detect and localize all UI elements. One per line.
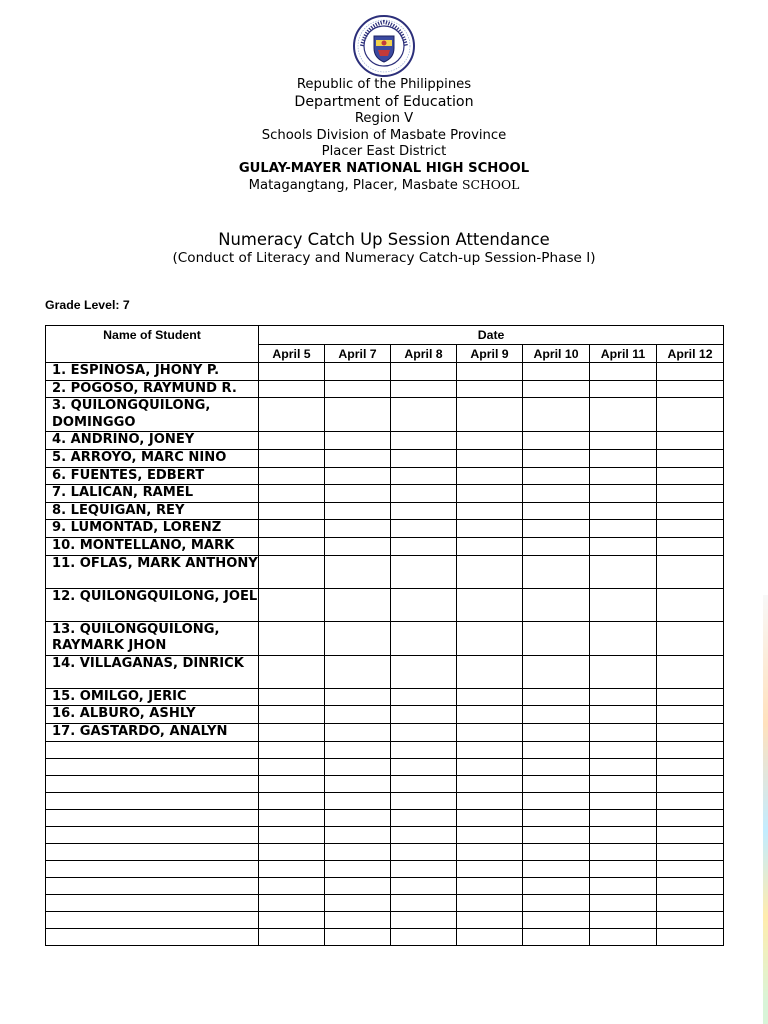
attendance-cell[interactable] (657, 398, 724, 432)
blank-table-row (46, 826, 724, 843)
table-body (46, 363, 724, 946)
attendance-cell[interactable] (391, 655, 457, 688)
attendance-cell[interactable] (457, 809, 523, 826)
attendance-cell[interactable] (657, 741, 724, 758)
attendance-cell[interactable] (590, 860, 657, 877)
address-line (0, 177, 768, 195)
attendance-cell[interactable] (259, 775, 325, 792)
attendance-cell[interactable] (590, 555, 657, 588)
attendance-cell[interactable] (391, 723, 457, 741)
attendance-cell[interactable] (259, 655, 325, 688)
attendance-cell[interactable] (457, 928, 523, 945)
attendance-cell[interactable] (391, 537, 457, 555)
attendance-cell[interactable] (590, 588, 657, 621)
student-name-cell: 14. VILLAGANAS, DINRICK (46, 655, 259, 688)
attendance-cell[interactable] (325, 398, 391, 432)
table-row (46, 449, 724, 467)
attendance-cell[interactable] (457, 449, 523, 467)
table-row (46, 655, 724, 688)
attendance-cell[interactable] (457, 398, 523, 432)
attendance-cell[interactable] (457, 723, 523, 741)
attendance-cell[interactable] (325, 555, 391, 588)
date-header-cell: April 12 (657, 345, 724, 363)
attendance-cell[interactable] (457, 502, 523, 520)
attendance-cell[interactable] (590, 655, 657, 688)
blank-name-cell[interactable] (46, 741, 259, 758)
attendance-cell[interactable] (523, 928, 590, 945)
attendance-cell[interactable] (457, 826, 523, 843)
attendance-cell[interactable] (523, 894, 590, 911)
attendance-cell[interactable] (657, 775, 724, 792)
attendance-cell[interactable] (391, 588, 457, 621)
attendance-cell[interactable] (657, 877, 724, 894)
attendance-cell[interactable] (523, 467, 590, 485)
attendance-cell[interactable] (325, 502, 391, 520)
student-name-cell: 13. QUILONGQUILONG, RAYMARK JHON (46, 621, 259, 655)
attendance-cell[interactable] (457, 758, 523, 775)
date-header-cell: April 10 (523, 345, 590, 363)
attendance-cell[interactable] (325, 380, 391, 398)
attendance-cell[interactable] (259, 723, 325, 741)
date-header-cell: April 7 (325, 345, 391, 363)
republic-line: Republic of the Philippines (296, 77, 472, 92)
attendance-cell[interactable] (325, 363, 391, 381)
blank-name-cell[interactable] (46, 792, 259, 809)
attendance-cell[interactable] (457, 655, 523, 688)
attendance-cell[interactable] (657, 520, 724, 538)
attendance-cell[interactable] (391, 843, 457, 860)
attendance-cell[interactable] (523, 588, 590, 621)
attendance-cell[interactable] (457, 706, 523, 724)
attendance-cell[interactable] (523, 860, 590, 877)
attendance-cell[interactable] (457, 877, 523, 894)
attendance-cell[interactable] (457, 537, 523, 555)
attendance-cell[interactable] (325, 485, 391, 503)
attendance-cell[interactable] (457, 911, 523, 928)
attendance-cell[interactable] (391, 380, 457, 398)
region-line: Region V (354, 111, 414, 127)
table-row (46, 723, 724, 741)
blank-table-row (46, 741, 724, 758)
attendance-cell[interactable] (391, 467, 457, 485)
attendance-cell[interactable] (457, 432, 523, 450)
blank-table-row (46, 877, 724, 894)
attendance-cell[interactable] (259, 537, 325, 555)
attendance-cell[interactable] (457, 380, 523, 398)
attendance-cell[interactable] (325, 775, 391, 792)
attendance-cell[interactable] (657, 432, 724, 450)
attendance-cell[interactable] (259, 467, 325, 485)
attendance-cell[interactable] (325, 843, 391, 860)
table-header-row (46, 326, 724, 345)
attendance-cell[interactable] (259, 843, 325, 860)
attendance-cell[interactable] (259, 432, 325, 450)
attendance-cell[interactable] (457, 792, 523, 809)
attendance-cell[interactable] (325, 894, 391, 911)
attendance-cell[interactable] (457, 485, 523, 503)
table-row (46, 537, 724, 555)
attendance-cell[interactable] (457, 775, 523, 792)
student-name-cell: 4. ANDRINO, JONEY (46, 432, 259, 450)
student-name-cell: 15. OMILGO, JERIC (46, 688, 259, 706)
attendance-cell[interactable] (259, 792, 325, 809)
attendance-cell[interactable] (523, 775, 590, 792)
student-name-cell: 1. ESPINOSA, JHONY P. (46, 363, 259, 381)
attendance-cell[interactable] (259, 928, 325, 945)
attendance-cell[interactable] (325, 588, 391, 621)
attendance-cell[interactable] (325, 467, 391, 485)
attendance-cell[interactable] (657, 621, 724, 655)
attendance-cell[interactable] (259, 688, 325, 706)
table-row (46, 380, 724, 398)
blank-table-row (46, 775, 724, 792)
blank-table-row (46, 894, 724, 911)
attendance-cell[interactable] (657, 688, 724, 706)
table-row (46, 688, 724, 706)
blank-name-cell[interactable] (46, 894, 259, 911)
attendance-cell[interactable] (259, 449, 325, 467)
attendance-cell[interactable] (523, 655, 590, 688)
district-line: Placer East District (321, 144, 447, 160)
attendance-cell[interactable] (391, 706, 457, 724)
attendance-cell[interactable] (523, 741, 590, 758)
attendance-cell[interactable] (523, 520, 590, 538)
school-name: GULAY-MAYER NATIONAL HIGH SCHOOL (238, 160, 530, 176)
attendance-cell[interactable] (657, 911, 724, 928)
attendance-cell[interactable] (259, 398, 325, 432)
attendance-cell[interactable] (325, 877, 391, 894)
table-row (46, 520, 724, 538)
attendance-cell[interactable] (391, 911, 457, 928)
attendance-cell[interactable] (391, 502, 457, 520)
blank-table-row (46, 928, 724, 945)
attendance-cell[interactable] (657, 537, 724, 555)
attendance-cell[interactable] (590, 363, 657, 381)
attendance-cell[interactable] (259, 758, 325, 775)
attendance-cell[interactable] (657, 826, 724, 843)
attendance-cell[interactable] (590, 826, 657, 843)
blank-name-cell[interactable] (46, 860, 259, 877)
attendance-cell[interactable] (523, 398, 590, 432)
attendance-cell[interactable] (259, 520, 325, 538)
date-column-header: Date (259, 326, 724, 345)
table-row (46, 485, 724, 503)
page-edge-decoration (763, 595, 768, 1024)
address-suffix: SCHOOL (462, 177, 520, 193)
attendance-cell[interactable] (259, 363, 325, 381)
blank-name-cell[interactable] (46, 758, 259, 775)
attendance-cell[interactable] (657, 655, 724, 688)
attendance-cell[interactable] (325, 537, 391, 555)
date-header-cell: April 5 (259, 345, 325, 363)
attendance-cell[interactable] (523, 758, 590, 775)
deped-seal-icon (352, 14, 416, 78)
attendance-cell[interactable] (259, 809, 325, 826)
table-row (46, 555, 724, 588)
attendance-cell[interactable] (391, 758, 457, 775)
student-name-cell: 17. GASTARDO, ANALYN (46, 723, 259, 741)
student-name-cell: 12. QUILONGQUILONG, JOEL (46, 588, 259, 621)
attendance-cell[interactable] (590, 723, 657, 741)
attendance-cell[interactable] (457, 741, 523, 758)
attendance-cell[interactable] (523, 877, 590, 894)
attendance-cell[interactable] (523, 449, 590, 467)
attendance-cell[interactable] (590, 877, 657, 894)
name-column-header: Name of Student (46, 326, 259, 363)
attendance-cell[interactable] (391, 928, 457, 945)
attendance-cell[interactable] (657, 706, 724, 724)
attendance-cell[interactable] (523, 502, 590, 520)
attendance-cell[interactable] (259, 621, 325, 655)
attendance-cell[interactable] (657, 792, 724, 809)
attendance-cell[interactable] (391, 741, 457, 758)
attendance-cell[interactable] (457, 860, 523, 877)
attendance-cell[interactable] (590, 520, 657, 538)
attendance-cell[interactable] (259, 380, 325, 398)
attendance-cell[interactable] (590, 467, 657, 485)
attendance-cell[interactable] (590, 741, 657, 758)
date-header-cell: April 11 (590, 345, 657, 363)
attendance-cell[interactable] (590, 380, 657, 398)
attendance-cell[interactable] (590, 758, 657, 775)
attendance-cell[interactable] (657, 380, 724, 398)
student-name-cell: 7. LALICAN, RAMEL (46, 485, 259, 503)
attendance-cell[interactable] (590, 502, 657, 520)
attendance-cell[interactable] (391, 363, 457, 381)
table-row (46, 502, 724, 520)
address-text: Matagangtang, Placer, Masbate (248, 178, 458, 194)
student-name-cell: 2. POGOSO, RAYMUND R. (46, 380, 259, 398)
attendance-cell[interactable] (325, 723, 391, 741)
attendance-cell[interactable] (657, 449, 724, 467)
attendance-cell[interactable] (590, 485, 657, 503)
attendance-cell[interactable] (325, 928, 391, 945)
attendance-cell[interactable] (391, 449, 457, 467)
attendance-cell[interactable] (657, 588, 724, 621)
attendance-cell[interactable] (391, 432, 457, 450)
attendance-cell[interactable] (259, 502, 325, 520)
attendance-cell[interactable] (523, 537, 590, 555)
attendance-cell[interactable] (259, 894, 325, 911)
letterhead (0, 77, 768, 195)
attendance-cell[interactable] (325, 860, 391, 877)
attendance-cell[interactable] (391, 792, 457, 809)
attendance-cell[interactable] (457, 520, 523, 538)
document-title: Numeracy Catch Up Session Attendance (218, 230, 550, 249)
table-row (46, 706, 724, 724)
attendance-cell[interactable] (259, 485, 325, 503)
student-name-cell: 10. MONTELLANO, MARK (46, 537, 259, 555)
attendance-cell[interactable] (391, 398, 457, 432)
attendance-cell[interactable] (457, 621, 523, 655)
blank-table-row (46, 860, 724, 877)
table-row (46, 432, 724, 450)
attendance-cell[interactable] (457, 843, 523, 860)
attendance-cell[interactable] (523, 706, 590, 724)
attendance-cell[interactable] (657, 809, 724, 826)
attendance-cell[interactable] (523, 380, 590, 398)
attendance-cell[interactable] (523, 432, 590, 450)
attendance-cell[interactable] (590, 843, 657, 860)
attendance-cell[interactable] (325, 655, 391, 688)
attendance-cell[interactable] (391, 826, 457, 843)
table-row (46, 467, 724, 485)
blank-table-row (46, 843, 724, 860)
attendance-cell[interactable] (523, 826, 590, 843)
blank-table-row (46, 792, 724, 809)
attendance-cell[interactable] (391, 775, 457, 792)
attendance-cell[interactable] (590, 537, 657, 555)
blank-name-cell[interactable] (46, 775, 259, 792)
student-name-cell: 8. LEQUIGAN, REY (46, 502, 259, 520)
attendance-cell[interactable] (523, 843, 590, 860)
attendance-cell[interactable] (523, 688, 590, 706)
attendance-cell[interactable] (259, 911, 325, 928)
attendance-cell[interactable] (590, 398, 657, 432)
attendance-cell[interactable] (523, 621, 590, 655)
attendance-cell[interactable] (391, 688, 457, 706)
blank-name-cell[interactable] (46, 826, 259, 843)
attendance-cell[interactable] (590, 894, 657, 911)
attendance-cell[interactable] (391, 520, 457, 538)
attendance-cell[interactable] (457, 467, 523, 485)
attendance-cell[interactable] (325, 809, 391, 826)
attendance-cell[interactable] (523, 555, 590, 588)
attendance-cell[interactable] (325, 688, 391, 706)
date-header-cell: April 8 (391, 345, 457, 363)
attendance-cell[interactable] (325, 741, 391, 758)
attendance-cell[interactable] (457, 588, 523, 621)
blank-table-row (46, 758, 724, 775)
attendance-cell[interactable] (391, 877, 457, 894)
attendance-cell[interactable] (657, 723, 724, 741)
attendance-cell[interactable] (657, 555, 724, 588)
attendance-cell[interactable] (259, 555, 325, 588)
attendance-cell[interactable] (590, 706, 657, 724)
attendance-cell[interactable] (457, 555, 523, 588)
attendance-cell[interactable] (657, 363, 724, 381)
attendance-cell[interactable] (657, 894, 724, 911)
attendance-cell[interactable] (657, 928, 724, 945)
attendance-cell[interactable] (259, 588, 325, 621)
attendance-cell[interactable] (391, 485, 457, 503)
attendance-cell[interactable] (523, 485, 590, 503)
table-row (46, 363, 724, 381)
department-line: Department of Education (294, 93, 474, 110)
attendance-cell[interactable] (391, 809, 457, 826)
blank-table-row (46, 911, 724, 928)
attendance-cell[interactable] (325, 758, 391, 775)
attendance-cell[interactable] (325, 520, 391, 538)
attendance-cell[interactable] (523, 809, 590, 826)
attendance-cell[interactable] (523, 911, 590, 928)
attendance-cell[interactable] (590, 449, 657, 467)
blank-table-row (46, 809, 724, 826)
attendance-cell[interactable] (657, 502, 724, 520)
date-header-cell: April 9 (457, 345, 523, 363)
document-subtitle: (Conduct of Literacy and Numeracy Catch-up Session-Phase I) (172, 250, 596, 266)
student-name-cell: 5. ARROYO, MARC NINO (46, 449, 259, 467)
blank-name-cell[interactable] (46, 911, 259, 928)
attendance-cell[interactable] (590, 688, 657, 706)
attendance-cell[interactable] (259, 741, 325, 758)
attendance-cell[interactable] (657, 485, 724, 503)
attendance-cell[interactable] (325, 432, 391, 450)
blank-name-cell[interactable] (46, 877, 259, 894)
table-row (46, 621, 724, 655)
attendance-cell[interactable] (325, 621, 391, 655)
attendance-cell[interactable] (657, 860, 724, 877)
attendance-cell[interactable] (325, 826, 391, 843)
attendance-cell[interactable] (457, 894, 523, 911)
attendance-cell[interactable] (457, 688, 523, 706)
attendance-cell[interactable] (325, 792, 391, 809)
attendance-cell[interactable] (590, 621, 657, 655)
attendance-cell[interactable] (325, 706, 391, 724)
attendance-cell[interactable] (391, 860, 457, 877)
attendance-cell[interactable] (590, 432, 657, 450)
blank-name-cell[interactable] (46, 928, 259, 945)
grade-level: Grade Level: 7 (45, 298, 130, 312)
attendance-cell[interactable] (259, 706, 325, 724)
student-name-cell: 3. QUILONGQUILONG, DOMINGGO (46, 398, 259, 432)
attendance-cell[interactable] (391, 621, 457, 655)
student-name-cell: 6. FUENTES, EDBERT (46, 467, 259, 485)
attendance-cell[interactable] (259, 860, 325, 877)
attendance-cell[interactable] (657, 758, 724, 775)
blank-name-cell[interactable] (46, 843, 259, 860)
attendance-cell[interactable] (590, 911, 657, 928)
table-row (46, 588, 724, 621)
attendance-cell[interactable] (657, 467, 724, 485)
blank-name-cell[interactable] (46, 809, 259, 826)
attendance-cell[interactable] (523, 792, 590, 809)
student-name-cell: 16. ALBURO, ASHLY (46, 706, 259, 724)
attendance-cell[interactable] (657, 843, 724, 860)
attendance-cell[interactable] (590, 809, 657, 826)
attendance-cell[interactable] (259, 877, 325, 894)
attendance-cell[interactable] (457, 363, 523, 381)
student-name-cell: 11. OFLAS, MARK ANTHONY (46, 555, 259, 588)
attendance-cell[interactable] (590, 928, 657, 945)
attendance-cell[interactable] (325, 911, 391, 928)
attendance-cell[interactable] (259, 826, 325, 843)
attendance-cell[interactable] (391, 555, 457, 588)
attendance-table (45, 325, 724, 946)
attendance-cell[interactable] (523, 723, 590, 741)
attendance-cell[interactable] (391, 894, 457, 911)
attendance-cell[interactable] (325, 449, 391, 467)
attendance-cell[interactable] (523, 363, 590, 381)
attendance-cell[interactable] (590, 792, 657, 809)
student-name-cell: 9. LUMONTAD, LORENZ (46, 520, 259, 538)
division-line: Schools Division of Masbate Province (261, 127, 507, 143)
table-row (46, 398, 724, 432)
attendance-cell[interactable] (590, 775, 657, 792)
